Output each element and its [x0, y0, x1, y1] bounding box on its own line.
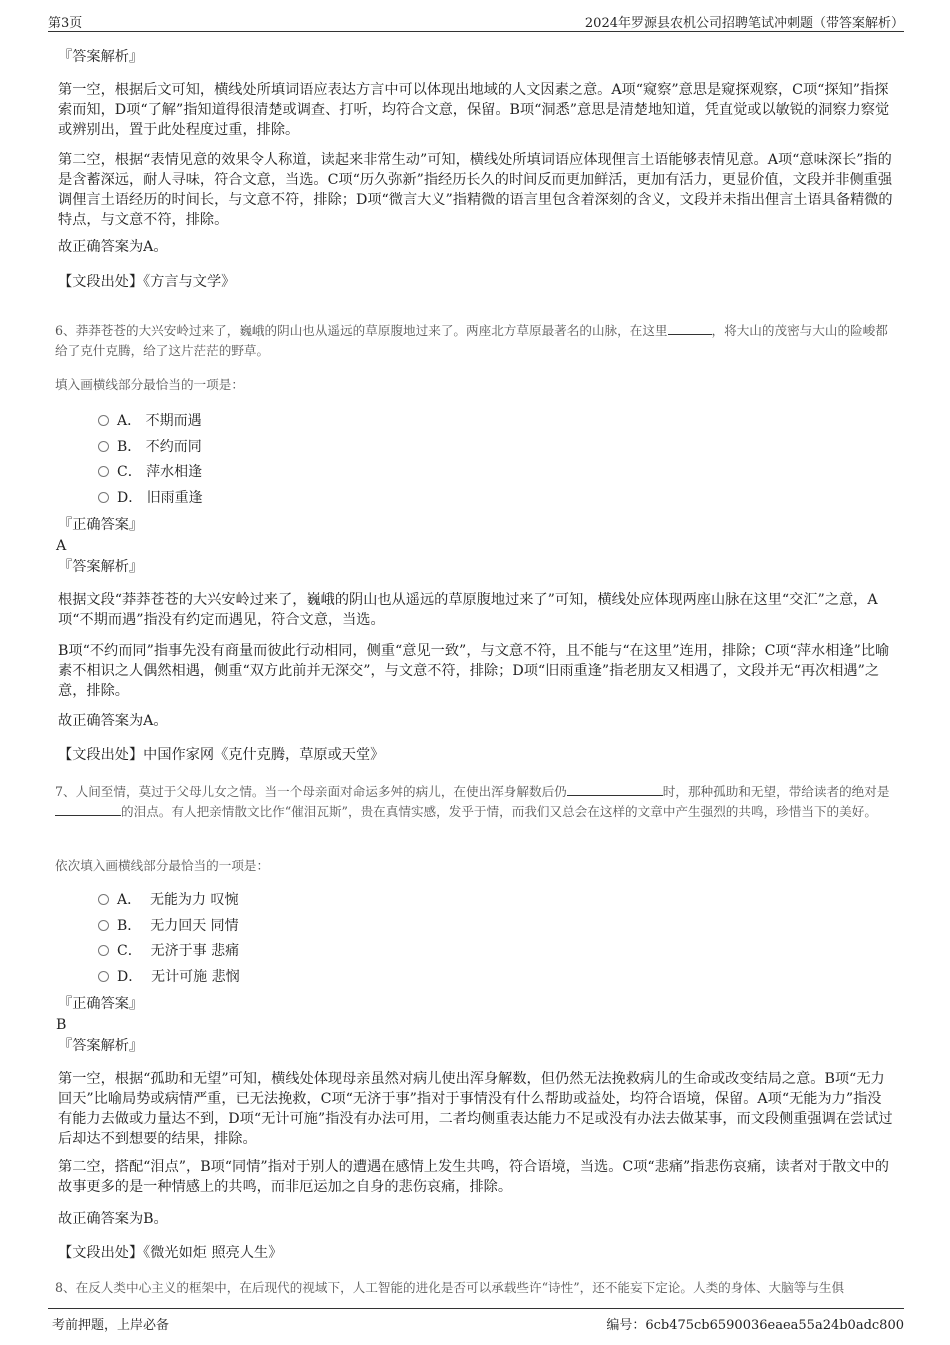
q5-analysis-label: 『答案解析』 — [58, 49, 144, 65]
q5-analysis-para1: 第一空，根据后文可知，横线处所填词语应表达方言中可以体现出地域的人文因素之意。A项“窥察”意思是窥探观察，C项“探知”指探索而知，D项“了解”指知道得很清楚或调查、打听，均符合文意，保留。B项“洞悉”意思是清楚地知道，凭直觉或以敏锐的洞察力察觉或辨别出，置于此处程度过重，排除。 — [58, 82, 890, 138]
q6-option-a[interactable] — [98, 411, 202, 431]
q7-blank-2 — [55, 803, 121, 816]
q7-option-a[interactable] — [98, 890, 238, 910]
q7-stem-part2: 时，那种孤助和无望，带给读者的绝对是 — [662, 784, 890, 799]
radio-icon[interactable] — [98, 492, 109, 503]
q6-option-b[interactable] — [98, 437, 202, 457]
q6-source: 【文段出处】中国作家网《克什克腾，草原或天堂》 — [58, 747, 385, 763]
option-letter: A． — [117, 413, 142, 429]
option-text: 不期而遇 — [145, 413, 202, 429]
q7-analysis-para2: 第二空，搭配“泪点”，B项“同情”指对于别人的遭遇在感情上发生共鸣，符合语境，当选。C项“悲痛”指悲伤哀痛，读者对于散文中的故事更多的是一种情感上的共鸣，而非厄运加之自身的悲伤哀痛，排除。 — [58, 1159, 889, 1195]
q7-conclusion: 故正确答案为B。 — [58, 1211, 168, 1227]
option-text: 无计可施 悲悯 — [151, 969, 240, 985]
q7-source: 【文段出处】《微光如炬 照亮人生》 — [58, 1245, 283, 1261]
page-header — [0, 0, 950, 34]
option-text: 无力回天 同情 — [150, 918, 239, 934]
q7-option-c[interactable] — [98, 941, 239, 961]
option-letter: B． — [117, 918, 142, 934]
q7-answer-label: 『正确答案』 — [58, 996, 144, 1012]
q7-analysis-para1: 第一空，根据“孤助和无望”可知，横线处体现母亲虽然对病儿使出浑身解数，但仍然无法挽救病儿的生命或改变结局之意。B项“无力回天”比喻局势或病情严重，已无法挽救，C项“无济于事”指对于事情没有什么帮助或益处，均符合语境，保留。A项“无能为力”指没有能力去做或力量达不到，D项“无计可施”指没有办法可用，二者均侧重表达能力不足或没有办法去做某事，而文段侧重强调在尝试过后却达不到想要的结果，排除。 — [58, 1071, 893, 1147]
q6-conclusion: 故正确答案为A。 — [58, 713, 168, 729]
q6-analysis-para2: B项“不约而同”指事先没有商量而彼此行动相同，侧重“意见一致”，与文意不符，且不能与“在这里”连用，排除；C项“萍水相逢”比喻素不相识之人偶然相遇，侧重“双方此前并无深交”，与文意不符，排除；D项“旧雨重逢”指老朋友又相遇了，文段并无“再次相遇”之意，排除。 — [58, 643, 890, 699]
q6-analysis-label: 『答案解析』 — [58, 559, 144, 575]
page-footer — [0, 1308, 950, 1345]
radio-icon[interactable] — [98, 945, 109, 956]
option-letter: C． — [117, 943, 142, 959]
q7-stem-part1: 7、人间至情，莫过于父母儿女之情。当一个母亲面对命运多舛的病儿，在使出浑身解数后仍 — [55, 784, 567, 799]
option-text: 萍水相逢 — [146, 464, 203, 480]
q6-stem-part2: ，将大山的茂密与大山的险峻都给了克什克腾，给了这片茫茫的野草。 — [55, 323, 888, 358]
q6-stem — [55, 321, 895, 361]
page-number: 第3页 — [48, 16, 83, 31]
q7-answer: B — [56, 1017, 67, 1033]
option-letter: D． — [117, 969, 143, 985]
footer-divider — [48, 1308, 904, 1309]
option-text: 旧雨重逢 — [146, 490, 203, 506]
option-letter: D． — [117, 490, 143, 506]
q5-source: 【文段出处】《方言与文学》 — [58, 274, 236, 290]
radio-icon[interactable] — [98, 441, 109, 452]
option-letter: A． — [117, 892, 142, 908]
header-divider — [48, 31, 904, 32]
q7-prompt: 依次填入画横线部分最恰当的一项是： — [55, 858, 270, 873]
q7-stem-part3: 的泪点。有人把亲情散文比作“催泪瓦斯”，贵在真情实感，发乎于情，而我们又总会在这样的文章中产生强烈的共鸣，珍惜当下的美好。 — [121, 804, 877, 819]
option-letter: C． — [117, 464, 142, 480]
q7-stem — [55, 782, 895, 822]
q6-answer-label: 『正确答案』 — [58, 517, 144, 533]
q5-conclusion: 故正确答案为A。 — [58, 239, 168, 255]
option-text: 无济于事 悲痛 — [150, 943, 240, 959]
option-text: 不约而同 — [145, 439, 202, 455]
q5-analysis-para2: 第二空，根据“表情见意的效果令人称道，读起来非常生动”可知，横线处所填词语应体现俚言土语能够表情见意。A项“意味深长”指的是含蓄深远，耐人寻味，符合文意，当选。C项“历久弥新”指经历长久的时间反而更加鲜活，更加有活力，更显价值，文段并非侧重强调俚言土语经历的时间长，与文意不符，排除；D项“微言大义”指精微的语言里包含着深刻的含义，文段并未指出俚言土语具备精微的特点，与文意不符，排除。 — [58, 152, 893, 228]
document-title: 2024年罗源县农机公司招聘笔试冲刺题（带答案解析） — [584, 16, 904, 31]
q7-option-b[interactable] — [98, 916, 239, 936]
q6-stem-part1: 6、莽莽苍苍的大兴安岭过来了，巍峨的阴山也从遥远的草原腹地过来了。两座北方草原最著名的山脉，在这里 — [55, 323, 668, 338]
q6-answer: A — [56, 538, 67, 554]
q6-analysis-para1: 根据文段“莽莽苍苍的大兴安岭过来了，巍峨的阴山也从遥远的草原腹地过来了”可知，横线处应体现两座山脉在这里“交汇”之意，A项“不期而遇”指没有约定而遇见，符合文意，当选。 — [58, 592, 878, 628]
radio-icon[interactable] — [98, 415, 109, 426]
q6-blank — [668, 322, 712, 335]
q6-option-c[interactable] — [98, 462, 202, 482]
radio-icon[interactable] — [98, 920, 109, 931]
radio-icon[interactable] — [98, 894, 109, 905]
document-id: 编号：6cb475cb6590036eaea55a24b0adc800 — [606, 1318, 904, 1333]
radio-icon[interactable] — [98, 971, 109, 982]
option-letter: B． — [117, 439, 142, 455]
radio-icon[interactable] — [98, 466, 109, 477]
q6-prompt: 填入画横线部分最恰当的一项是： — [55, 377, 244, 392]
q7-option-d[interactable] — [98, 967, 240, 987]
q6-option-d[interactable] — [98, 488, 203, 508]
q7-analysis-label: 『答案解析』 — [58, 1038, 144, 1054]
footer-slogan: 考前押题，上岸必备 — [52, 1318, 170, 1333]
q7-blank-1 — [567, 783, 663, 796]
q8-stem: 8、在反人类中心主义的框架中，在后现代的视域下，人工智能的进化是否可以承载些许“诗性”，还不能妄下定论。人类的身体、大脑等与生俱 — [55, 1280, 845, 1295]
option-text: 无能为力 叹惋 — [150, 892, 239, 908]
